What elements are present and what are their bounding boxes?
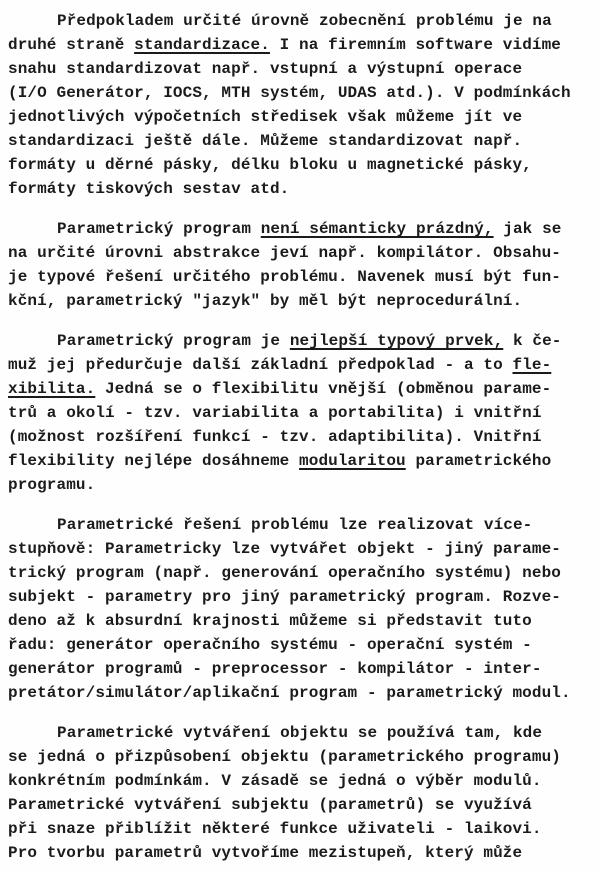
text-line	[8, 769, 594, 793]
text-segment: muž jej předurčuje další základní předpoklad - a to	[8, 356, 513, 374]
text-line	[8, 377, 594, 401]
text-segment: stupňově: Parametricky lze vytvářet objekt - jiný parame-	[8, 540, 561, 558]
text-line	[8, 425, 594, 449]
text-line	[8, 129, 594, 153]
text-segment: jak se	[493, 220, 562, 238]
text-segment: trů a okolí - tzv. variabilita a portabilita) i vnitřní	[8, 404, 542, 422]
text-segment: konkrétním podmínkám. V zásadě se jedná o výběr modulů.	[8, 772, 542, 790]
text-segment: Parametrický program je	[57, 332, 290, 350]
text-segment: (I/O Generátor, IOCS, MTH systém, UDAS atd.). V podmínkách	[8, 84, 571, 102]
text-line	[8, 657, 594, 681]
text-segment: snahu standardizovat např. vstupní a výstupní operace	[8, 60, 523, 78]
text-line	[8, 241, 594, 265]
text-line	[8, 721, 594, 745]
text-segment: programu.	[8, 476, 96, 494]
text-line	[8, 401, 594, 425]
text-line	[8, 153, 594, 177]
text-segment: formáty u děrné pásky, délku bloku u magnetické pásky,	[8, 156, 532, 174]
text-segment: generátor programů - preprocessor - kompilátor - inter-	[8, 660, 542, 678]
text-segment: Předpokladem určité úrovně zobecnění problému je na	[57, 12, 552, 30]
text-segment: druhé straně	[8, 36, 135, 54]
paragraph	[8, 329, 594, 497]
text-segment: na určité úrovni abstrakce jeví např. kompilátor. Obsahu-	[8, 244, 561, 262]
text-line	[8, 353, 594, 377]
text-segment: je typové řešení určitého problému. Navenek musí být fun-	[8, 268, 561, 286]
text-segment: deno až k absurdní krajnosti můžeme si představit tuto	[8, 612, 532, 630]
text-segment: subjekt - parametry pro jiný parametrický program. Rozve-	[8, 588, 561, 606]
text-line	[8, 265, 594, 289]
text-line	[8, 745, 594, 769]
underlined-text: nejlepší typový prvek,	[289, 332, 504, 350]
text-segment: formáty tiskových sestav atd.	[8, 180, 290, 198]
text-line	[8, 57, 594, 81]
text-segment: řadu: generátor operačního systému - operační systém -	[8, 636, 532, 654]
text-line	[8, 513, 594, 537]
text-segment: k če-	[503, 332, 562, 350]
text-segment: Parametrický program	[57, 220, 261, 238]
text-line	[8, 289, 594, 313]
text-line	[8, 609, 594, 633]
paragraph	[8, 9, 594, 201]
text-line	[8, 633, 594, 657]
text-line	[8, 33, 594, 57]
text-line	[8, 177, 594, 201]
text-segment: Parametrické vytváření subjektu (parametrů) se využívá	[8, 796, 532, 814]
text-line	[8, 9, 594, 33]
text-line	[8, 105, 594, 129]
paragraph	[8, 513, 594, 705]
text-segment: kční, parametrický "jazyk" by měl být neprocedurální.	[8, 292, 523, 310]
text-segment: se jedná o přizpůsobení objektu (parametrického programu)	[8, 748, 561, 766]
text-segment: parametrického	[405, 452, 552, 470]
underlined-text: standardizace.	[134, 36, 270, 54]
text-line	[8, 561, 594, 585]
text-line	[8, 537, 594, 561]
text-line	[8, 681, 594, 705]
text-segment: Parametrické řešení problému lze realizovat více-	[57, 516, 533, 534]
text-segment: jednotlivých výpočetních středisek však můžeme jít ve	[8, 108, 523, 126]
text-segment: Jedná se o flexibilitu vnější (obměnou parame-	[95, 380, 552, 398]
text-line	[8, 217, 594, 241]
text-line	[8, 81, 594, 105]
text-segment: trický program (např. generování operačního systému) nebo	[8, 564, 561, 582]
text-line	[8, 793, 594, 817]
underlined-text: není sémanticky prázdný,	[260, 220, 494, 238]
text-segment: flexibility nejlépe dosáhneme	[8, 452, 300, 470]
document-body	[8, 9, 594, 865]
text-segment: při snaze přiblížit některé funkce uživateli - laikovi.	[8, 820, 542, 838]
text-line	[8, 473, 594, 497]
paragraph	[8, 217, 594, 313]
text-line	[8, 585, 594, 609]
text-line	[8, 449, 594, 473]
text-segment: I na firemním software vidíme	[269, 36, 561, 54]
text-segment: Parametrické vytváření objektu se používá tam, kde	[57, 724, 543, 742]
text-line	[8, 817, 594, 841]
underlined-text: fle-	[512, 356, 552, 374]
text-line	[8, 329, 594, 353]
underlined-text: xibilita.	[8, 380, 96, 398]
underlined-text: modularitou	[299, 452, 406, 470]
text-segment: (možnost rozšíření funkcí - tzv. adaptibilita). Vnitřní	[8, 428, 542, 446]
paragraph	[8, 721, 594, 865]
text-segment: Pro tvorbu parametrů vytvoříme mezistupeň, který může	[8, 844, 523, 862]
text-segment: pretátor/simulátor/aplikační program - parametrický modul.	[8, 684, 571, 702]
text-segment: standardizaci ještě dále. Můžeme standardizovat např.	[8, 132, 523, 150]
text-line	[8, 841, 594, 865]
